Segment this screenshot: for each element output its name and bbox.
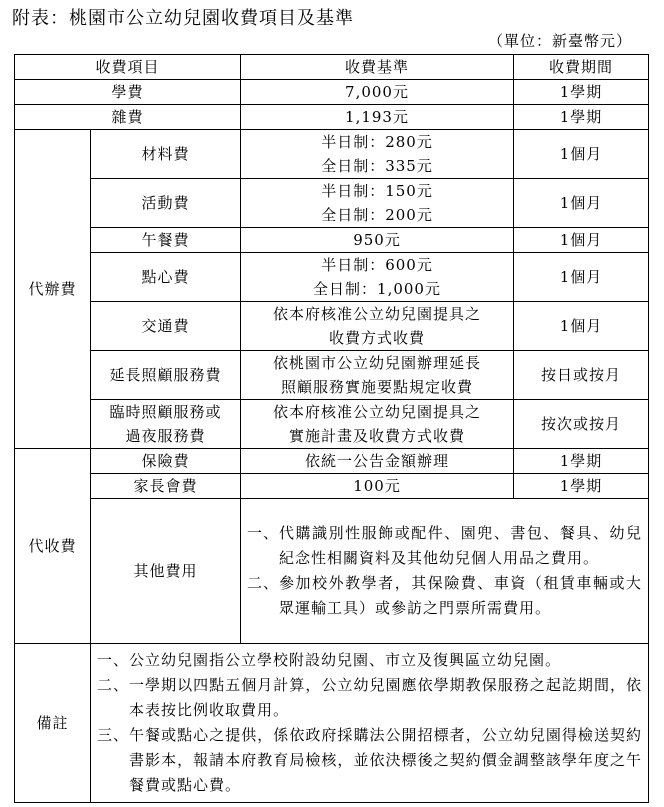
- table-row: [15, 302, 649, 351]
- extended-care-standard-line2: 照顧服務實施要點規定收費: [281, 378, 474, 396]
- list-item-text: 代購識別性服飾或配件、園兜、書包、餐具、幼兒紀念性相關資料及其他幼兒個人用品之費用。: [279, 524, 643, 567]
- tuition-standard: 7,000元: [241, 80, 514, 105]
- transport-label: 交通費: [91, 302, 241, 351]
- header-item: 收費項目: [15, 55, 241, 80]
- tuition-label: 學費: [15, 80, 241, 105]
- table-row: [15, 474, 649, 499]
- misc-period: 1學期: [514, 105, 649, 130]
- extended-care-period: 按日或按月: [514, 351, 649, 400]
- table-row: [15, 179, 649, 228]
- activity-standard: [241, 179, 514, 228]
- misc-label: 雜費: [15, 105, 241, 130]
- insurance-label: 保險費: [91, 449, 241, 474]
- table-row: [15, 449, 649, 474]
- materials-half-day: 半日制：280元: [321, 133, 433, 151]
- snack-half-day: 半日制：600元: [321, 256, 433, 274]
- remarks-content: [91, 644, 649, 803]
- list-item-text: 公立幼兒園指公立學校附設幼兒園、市立及復興區立幼兒園。: [129, 651, 562, 669]
- table-row: [15, 253, 649, 302]
- temporary-care-label: [91, 400, 241, 449]
- list-item-number: 一、: [97, 651, 130, 669]
- table-row: [15, 228, 649, 253]
- list-item-text: 午餐或點心之提供，係依政府採購法公開招標者，公立幼兒園得檢送契約書影本，報請本府教育局檢核，並依決標後之契約價金調整該學年度之午餐費或點心費。: [129, 726, 643, 794]
- activity-half-day: 半日制：150元: [321, 182, 433, 200]
- page-title: 附表：桃園市公立幼兒園收費項目及基準: [12, 8, 354, 29]
- currency-unit-note: （單位：新臺幣元）: [487, 32, 632, 50]
- agency-fee-label: 代辦費: [15, 130, 91, 449]
- transport-period: 1個月: [514, 302, 649, 351]
- temporary-care-standard: [241, 400, 514, 449]
- parents-association-period: 1學期: [514, 474, 649, 499]
- extended-care-label: 延長照顧服務費: [91, 351, 241, 400]
- parents-association-label: 家長會費: [91, 474, 241, 499]
- collection-fee-label: 代收費: [15, 449, 91, 644]
- list-item-number: 二、: [247, 574, 280, 592]
- table-row: [15, 105, 649, 130]
- snack-full-day: 全日制：1,000元: [313, 280, 441, 298]
- insurance-standard: 依統一公告金額辦理: [241, 449, 514, 474]
- materials-period: 1個月: [514, 130, 649, 179]
- temporary-care-label-line1: 臨時照顧服務或: [109, 403, 222, 421]
- fee-table: [14, 54, 649, 803]
- transport-standard-line1: 依本府核准公立幼兒園提具之: [273, 305, 482, 323]
- list-item: [247, 571, 642, 621]
- other-fees-label: 其他費用: [91, 499, 241, 644]
- temporary-care-standard-line1: 依本府核准公立幼兒園提具之: [273, 403, 482, 421]
- table-row: [15, 80, 649, 105]
- table-header-row: [15, 55, 649, 80]
- table-row: [15, 130, 649, 179]
- parents-association-standard: 100元: [241, 474, 514, 499]
- temporary-care-period: 按次或按月: [514, 400, 649, 449]
- list-item: [97, 723, 642, 798]
- insurance-period: 1學期: [514, 449, 649, 474]
- table-row: [15, 644, 649, 803]
- list-item-text: 參加校外教學者，其保險費、車資（租賃車輛或大眾運輸工具）或參訪之門票所需費用。: [279, 574, 643, 617]
- lunch-label: 午餐費: [91, 228, 241, 253]
- materials-standard: [241, 130, 514, 179]
- lunch-standard: 950元: [241, 228, 514, 253]
- list-item: [97, 648, 642, 673]
- remarks-label: 備註: [15, 644, 91, 803]
- table-row: [15, 499, 649, 644]
- lunch-period: 1個月: [514, 228, 649, 253]
- extended-care-standard: [241, 351, 514, 400]
- list-item-number: 一、: [247, 524, 280, 542]
- header-standard: 收費基準: [241, 55, 514, 80]
- materials-full-day: 全日制：335元: [321, 157, 433, 175]
- table-row: [15, 351, 649, 400]
- header-period: 收費期間: [514, 55, 649, 80]
- temporary-care-standard-line2: 實施計畫及收費方式收費: [289, 427, 466, 445]
- snack-period: 1個月: [514, 253, 649, 302]
- list-item-number: 三、: [97, 726, 130, 744]
- list-item: [247, 521, 642, 571]
- tuition-period: 1學期: [514, 80, 649, 105]
- list-item-number: 二、: [97, 676, 130, 694]
- temporary-care-label-line2: 過夜服務費: [125, 427, 206, 445]
- snack-label: 點心費: [91, 253, 241, 302]
- transport-standard-line2: 收費方式收費: [329, 329, 426, 347]
- list-item: [97, 673, 642, 723]
- transport-standard: [241, 302, 514, 351]
- activity-label: 活動費: [91, 179, 241, 228]
- activity-full-day: 全日制：200元: [321, 206, 433, 224]
- misc-standard: 1,193元: [241, 105, 514, 130]
- table-row: [15, 400, 649, 449]
- extended-care-standard-line1: 依桃園市公立幼兒園辦理延長: [273, 354, 482, 372]
- other-fees-description: [241, 499, 649, 644]
- activity-period: 1個月: [514, 179, 649, 228]
- materials-label: 材料費: [91, 130, 241, 179]
- snack-standard: [241, 253, 514, 302]
- list-item-text: 一學期以四點五個月計算，公立幼兒園應依學期教保服務之起訖期間，依本表按比例收取費用。: [129, 676, 643, 719]
